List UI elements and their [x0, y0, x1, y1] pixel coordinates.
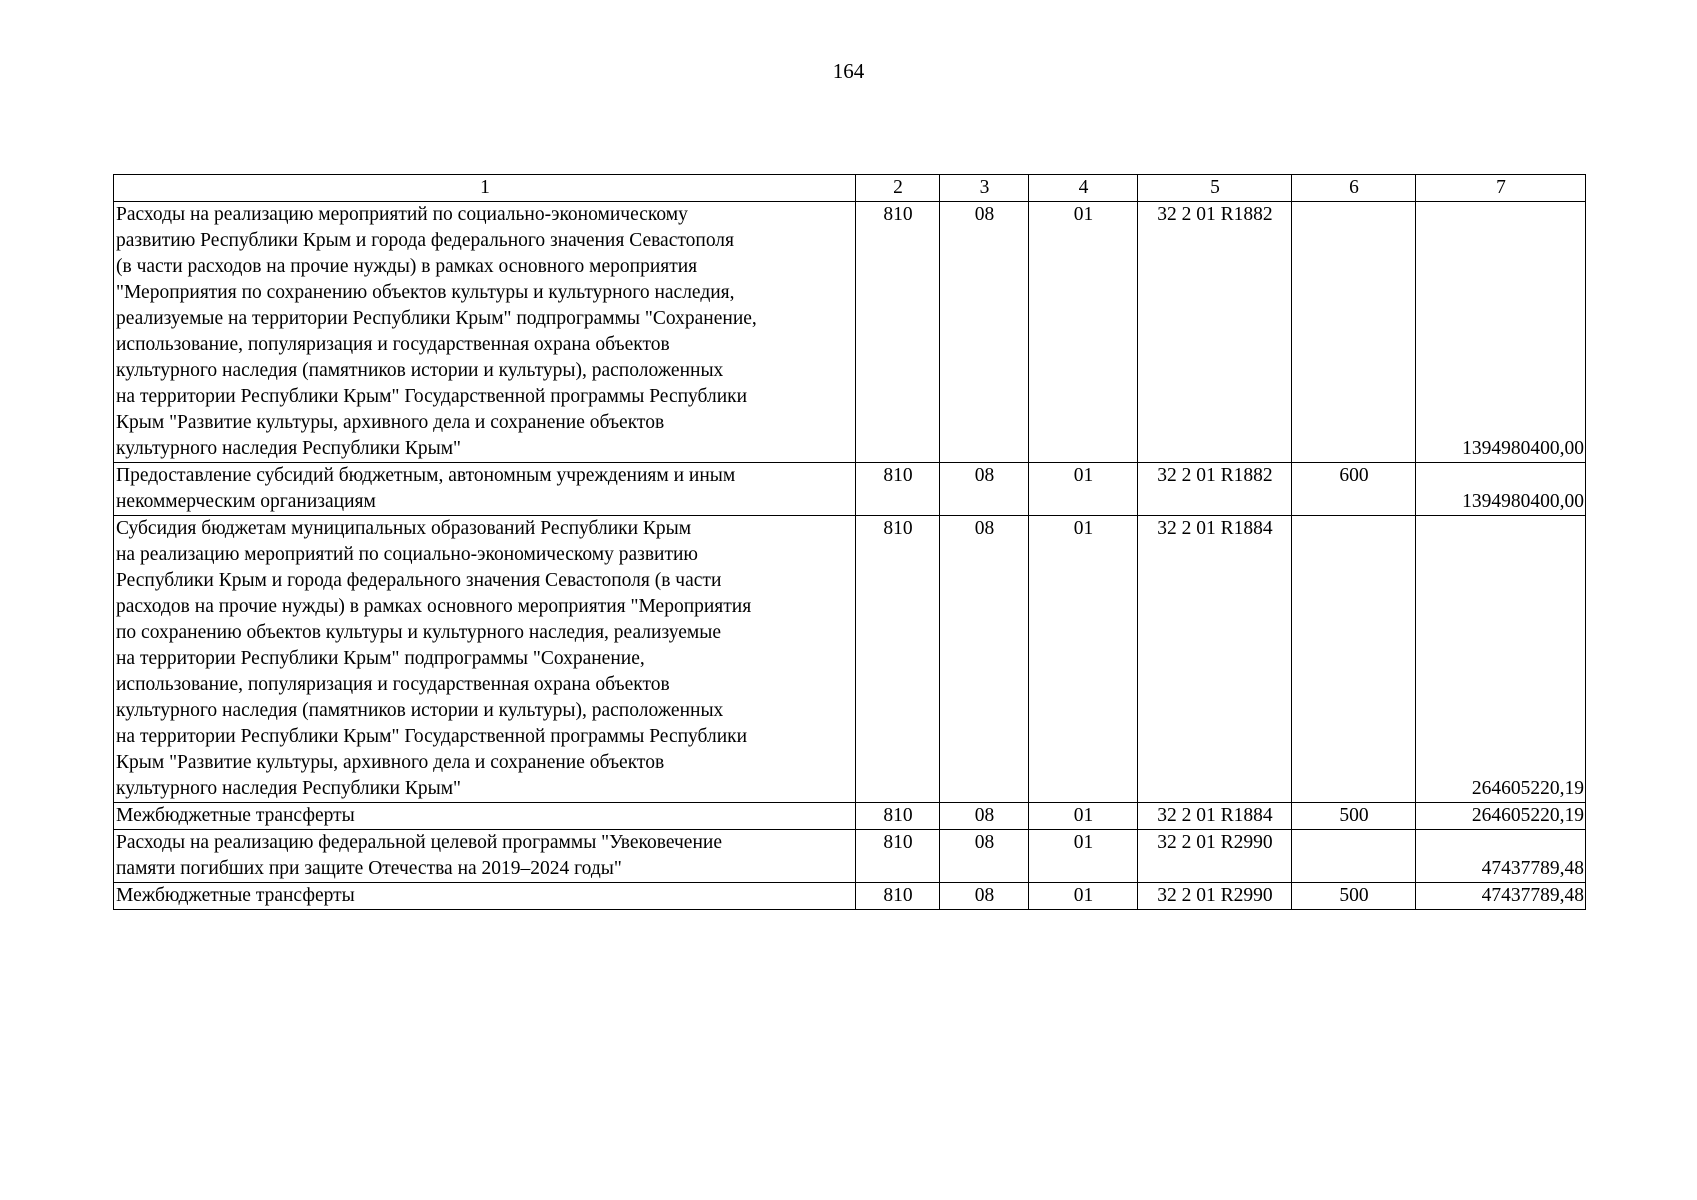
description-line: Расходы на реализацию федеральной целевой программы "Увековечение	[116, 832, 722, 853]
row-col-5: 32 2 01 R1884	[1138, 803, 1292, 830]
header-col-6: 6	[1292, 175, 1416, 202]
budget-table	[113, 174, 1586, 910]
row-col-6: 500	[1292, 803, 1416, 830]
description-line: Субсидия бюджетам муниципальных образований Республики Крым	[116, 518, 692, 539]
header-col-4: 4	[1029, 175, 1138, 202]
row-col-3: 08	[940, 803, 1029, 830]
header-col-5: 5	[1138, 175, 1292, 202]
row-col-6	[1292, 516, 1416, 803]
description-line: "Мероприятия по сохранению объектов культуры и культурного наследия,	[116, 282, 735, 303]
row-amount: 1394980400,00	[1416, 463, 1586, 516]
table-row	[114, 883, 1586, 910]
table-row	[114, 202, 1586, 463]
table-body	[114, 202, 1586, 910]
description-line: культурного наследия (памятников истории и культуры), расположенных	[116, 700, 724, 721]
row-col-2: 810	[856, 516, 940, 803]
row-description	[114, 463, 856, 516]
description-line: на реализацию мероприятий по социально-экономическому развитию	[116, 544, 698, 565]
header-row	[114, 175, 1586, 202]
header-col-3: 3	[940, 175, 1029, 202]
row-col-6: 600	[1292, 463, 1416, 516]
description-line: культурного наследия Республики Крым"	[116, 778, 461, 799]
row-col-2: 810	[856, 803, 940, 830]
row-amount: 47437789,48	[1416, 830, 1586, 883]
description-line: Расходы на реализацию мероприятий по социально-экономическому	[116, 204, 688, 225]
header-col-7: 7	[1416, 175, 1586, 202]
row-col-4: 01	[1029, 463, 1138, 516]
description-line: развитию Республики Крым и города федерального значения Севастополя	[116, 230, 735, 251]
row-amount: 47437789,48	[1416, 883, 1586, 910]
table-row	[114, 830, 1586, 883]
row-description	[114, 830, 856, 883]
description-line: Межбюджетные трансферты	[116, 805, 355, 826]
row-col-6: 500	[1292, 883, 1416, 910]
table-row	[114, 463, 1586, 516]
row-col-3: 08	[940, 830, 1029, 883]
header-col-2: 2	[856, 175, 940, 202]
description-line: по сохранению объектов культуры и культурного наследия, реализуемые	[116, 622, 721, 643]
row-col-3: 08	[940, 883, 1029, 910]
row-col-5: 32 2 01 R2990	[1138, 883, 1292, 910]
table-row	[114, 516, 1586, 803]
description-line: на территории Республики Крым" подпрограммы "Сохранение,	[116, 648, 645, 669]
description-line: культурного наследия Республики Крым"	[116, 438, 461, 459]
row-amount: 1394980400,00	[1416, 202, 1586, 463]
row-description	[114, 202, 856, 463]
row-col-4: 01	[1029, 803, 1138, 830]
row-col-5: 32 2 01 R2990	[1138, 830, 1292, 883]
row-amount: 264605220,19	[1416, 516, 1586, 803]
header-col-1: 1	[114, 175, 856, 202]
row-col-3: 08	[940, 202, 1029, 463]
row-description	[114, 516, 856, 803]
description-line: расходов на прочие нужды) в рамках основного мероприятия "Мероприятия	[116, 596, 752, 617]
row-col-4: 01	[1029, 516, 1138, 803]
row-col-5: 32 2 01 R1882	[1138, 463, 1292, 516]
page-number: 164	[832, 59, 865, 83]
row-description	[114, 803, 856, 830]
description-line: использование, популяризация и государственная охрана объектов	[116, 334, 670, 355]
row-col-3: 08	[940, 463, 1029, 516]
description-line: Межбюджетные трансферты	[116, 885, 355, 906]
description-line: на территории Республики Крым" Государственной программы Республики	[116, 386, 748, 407]
row-col-4: 01	[1029, 830, 1138, 883]
description-line: Республики Крым и города федерального значения Севастополя (в части	[116, 570, 722, 591]
row-col-6	[1292, 202, 1416, 463]
row-col-2: 810	[856, 830, 940, 883]
row-col-2: 810	[856, 202, 940, 463]
description-line: некоммерческим организациям	[116, 491, 376, 512]
description-line: культурного наследия (памятников истории и культуры), расположенных	[116, 360, 724, 381]
description-line: Предоставление субсидий бюджетным, автономным учреждениям и иным	[116, 465, 736, 486]
description-line: Крым "Развитие культуры, архивного дела и сохранение объектов	[116, 412, 665, 433]
row-col-4: 01	[1029, 202, 1138, 463]
row-amount: 264605220,19	[1416, 803, 1586, 830]
row-col-5: 32 2 01 R1884	[1138, 516, 1292, 803]
description-line: (в части расходов на прочие нужды) в рамках основного мероприятия	[116, 256, 698, 277]
row-description	[114, 883, 856, 910]
row-col-2: 810	[856, 463, 940, 516]
description-line: Крым "Развитие культуры, архивного дела и сохранение объектов	[116, 752, 665, 773]
description-line: использование, популяризация и государственная охрана объектов	[116, 674, 670, 695]
table-row	[114, 803, 1586, 830]
row-col-5: 32 2 01 R1882	[1138, 202, 1292, 463]
row-col-4: 01	[1029, 883, 1138, 910]
row-col-3: 08	[940, 516, 1029, 803]
row-col-6	[1292, 830, 1416, 883]
row-col-2: 810	[856, 883, 940, 910]
description-line: памяти погибших при защите Отечества на 2019–2024 годы"	[116, 858, 622, 879]
description-line: на территории Республики Крым" Государственной программы Республики	[116, 726, 748, 747]
description-line: реализуемые на территории Республики Крым" подпрограммы "Сохранение,	[116, 308, 757, 329]
